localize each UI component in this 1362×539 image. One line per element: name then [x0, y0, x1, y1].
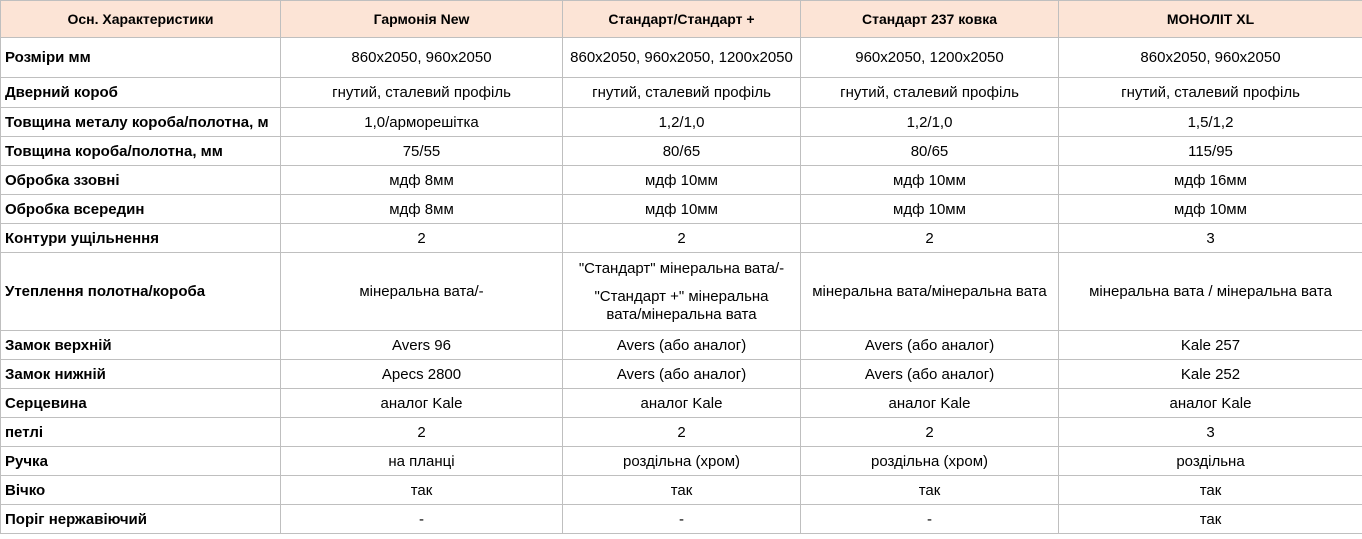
- table-cell: 1,2/1,0: [801, 108, 1059, 137]
- table-cell: 860x2050, 960x2050, 1200x2050: [563, 38, 801, 78]
- table-cell: мдф 10мм: [801, 195, 1059, 224]
- table-cell: -: [281, 505, 563, 534]
- table-cell: 860x2050, 960x2050: [1059, 38, 1362, 78]
- cell-line: вата/мінеральна вата: [606, 305, 757, 323]
- table-cell: Avers (або аналог): [801, 331, 1059, 360]
- row-label: Розміри мм: [1, 38, 281, 78]
- table-cell: 3: [1059, 224, 1362, 253]
- table-cell: роздільна (хром): [563, 447, 801, 476]
- table-row: [1, 195, 1362, 224]
- table-cell: мінеральна вата/-: [281, 253, 563, 331]
- row-label: Замок нижній: [1, 360, 281, 389]
- header-cell: Стандарт/Стандарт +: [563, 1, 801, 38]
- table-row: [1, 38, 1362, 78]
- table-cell: аналог Kale: [281, 389, 563, 418]
- table-cell: роздільна: [1059, 447, 1362, 476]
- table-cell: аналог Kale: [563, 389, 801, 418]
- row-label: Замок верхній: [1, 331, 281, 360]
- table-cell: 2: [281, 224, 563, 253]
- table-cell: 2: [563, 418, 801, 447]
- table-cell: аналог Kale: [801, 389, 1059, 418]
- table-cell: гнутий, сталевий профіль: [563, 78, 801, 108]
- table-cell: на планці: [281, 447, 563, 476]
- header-row: [1, 1, 1362, 38]
- table-cell: 2: [801, 224, 1059, 253]
- table-cell: гнутий, сталевий профіль: [801, 78, 1059, 108]
- row-label: Утеплення полотна/короба: [1, 253, 281, 331]
- table-cell: роздільна (хром): [801, 447, 1059, 476]
- table-cell: Kale 257: [1059, 331, 1362, 360]
- row-label: Вічко: [1, 476, 281, 505]
- table-cell: гнутий, сталевий профіль: [1059, 78, 1362, 108]
- row-label: Поріг нержавіючий: [1, 505, 281, 534]
- table-row: [1, 360, 1362, 389]
- table-cell: Avers (або аналог): [801, 360, 1059, 389]
- row-label: Контури ущільнення: [1, 224, 281, 253]
- table-cell: мдф 8мм: [281, 166, 563, 195]
- table-cell: 75/55: [281, 137, 563, 166]
- cell-gap: [565, 278, 798, 288]
- table-cell: гнутий, сталевий профіль: [281, 78, 563, 108]
- table-row: [1, 78, 1362, 108]
- table-cell: мдф 8мм: [281, 195, 563, 224]
- table-cell: мдф 10мм: [563, 166, 801, 195]
- table-cell: 80/65: [801, 137, 1059, 166]
- table-cell: так: [1059, 476, 1362, 505]
- table-cell: так: [563, 476, 801, 505]
- table-cell: 1,0/арморешітка: [281, 108, 563, 137]
- table-row: [1, 224, 1362, 253]
- row-label: Дверний короб: [1, 78, 281, 108]
- table-cell: 960x2050, 1200x2050: [801, 38, 1059, 78]
- table-cell: Avers (або аналог): [563, 331, 801, 360]
- table-cell: мдф 10мм: [801, 166, 1059, 195]
- table-cell: мдф 10мм: [563, 195, 801, 224]
- table-cell: Avers 96: [281, 331, 563, 360]
- table-cell: так: [281, 476, 563, 505]
- table-row: [1, 166, 1362, 195]
- table-cell: 80/65: [563, 137, 801, 166]
- row-label: Товщина металу короба/полотна, м: [1, 108, 281, 137]
- row-label: Обробка всередин: [1, 195, 281, 224]
- table-row: [1, 447, 1362, 476]
- table-cell: 2: [801, 418, 1059, 447]
- header-cell: Стандарт 237 ковка: [801, 1, 1059, 38]
- table-cell: мінеральна вата/мінеральна вата: [801, 253, 1059, 331]
- table-cell: мдф 10мм: [1059, 195, 1362, 224]
- table-row: [1, 505, 1362, 534]
- row-label: петлі: [1, 418, 281, 447]
- table-cell: мдф 16мм: [1059, 166, 1362, 195]
- table-cell: аналог Kale: [1059, 389, 1362, 418]
- row-label: Ручка: [1, 447, 281, 476]
- table-row: [1, 108, 1362, 137]
- table-cell: так: [801, 476, 1059, 505]
- row-label: Товщина короба/полотна, мм: [1, 137, 281, 166]
- table-cell: 1,5/1,2: [1059, 108, 1362, 137]
- table-cell: так: [1059, 505, 1362, 534]
- table-row: [1, 253, 1362, 331]
- table-cell: 3: [1059, 418, 1362, 447]
- cell-line: "Стандарт" мінеральна вата/-: [578, 259, 785, 277]
- cell-line: "Стандарт +" мінеральна: [594, 287, 769, 305]
- table-cell: Kale 252: [1059, 360, 1362, 389]
- row-label: Обробка ззовні: [1, 166, 281, 195]
- table-row: [1, 331, 1362, 360]
- table-row: [1, 418, 1362, 447]
- table-cell: 1,2/1,0: [563, 108, 801, 137]
- table-cell: 2: [281, 418, 563, 447]
- table-cell: -: [801, 505, 1059, 534]
- table-cell: 2: [563, 224, 801, 253]
- table-row: [1, 137, 1362, 166]
- table-row: [1, 476, 1362, 505]
- table-cell: мінеральна вата / мінеральна вата: [1059, 253, 1362, 331]
- table-cell: 860x2050, 960x2050: [281, 38, 563, 78]
- header-cell: Гармонія New: [281, 1, 563, 38]
- row-label: Серцевина: [1, 389, 281, 418]
- table-row: [1, 389, 1362, 418]
- header-cell: Осн. Характеристики: [1, 1, 281, 38]
- table-cell: -: [563, 505, 801, 534]
- table-cell: Apecs 2800: [281, 360, 563, 389]
- multiline-cell: [563, 253, 801, 331]
- table-cell: Avers (або аналог): [563, 360, 801, 389]
- table-cell: 115/95: [1059, 137, 1362, 166]
- header-cell: МОНОЛІТ XL: [1059, 1, 1362, 38]
